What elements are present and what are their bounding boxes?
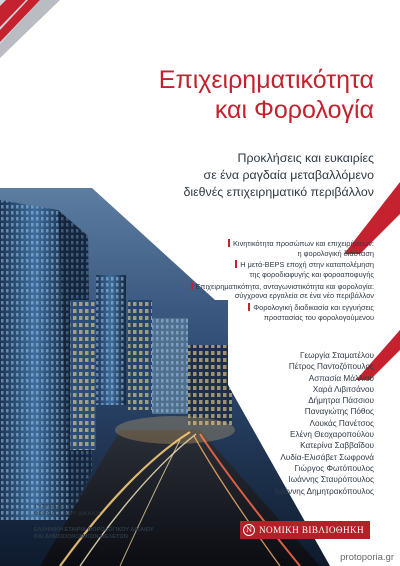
topics-list <box>164 239 374 325</box>
author-name: Κατερίνα Σαββαΐδου <box>300 441 374 451</box>
site-watermark: protoporia.gr <box>340 552 394 563</box>
topic-bullet-icon <box>248 303 250 311</box>
author-name: Πέτρος Παντοζόπουλος <box>288 362 374 372</box>
author-name: Δήμητρα Πάσσιου <box>308 396 374 406</box>
subtitle-line-1: Προκλήσεις και ευκαιρίες <box>237 151 374 165</box>
topic-item <box>164 239 374 258</box>
author-name: Χαρά Λιβιτσάνου <box>312 384 374 394</box>
author-name: Ασπασία Μάλλιου <box>308 373 374 383</box>
authors-list <box>234 350 374 497</box>
author-name: Ιωάννης Δημητρακόπουλος <box>274 486 374 496</box>
conference-line-1: 1° ΣΥΝΕΔΡΙΟ <box>34 504 72 511</box>
publisher-name: ΝΟΜΙΚΗ ΒΙΒΛΙΟΘΗΚΗ <box>259 525 365 535</box>
topic-line-1: Επιχειρηματικότητα, ανταγωνιστικότητα και φορολογία: <box>195 281 374 291</box>
conference-label <box>34 504 164 518</box>
topic-item <box>164 282 374 301</box>
subtitle-line-3: διεθνές επιχειρηματικό περιβάλλον <box>183 185 374 199</box>
topic-line-2: σύγχρονα εργαλεία σε ένα νέο περιβάλλον <box>234 291 374 301</box>
society-label <box>34 527 164 541</box>
book-title-line-1: Επιχειρηματικότητα <box>158 66 374 94</box>
topic-line-2: η φορολογική διάσταση <box>297 248 374 258</box>
author-name: Ελένη Θεοχαροπούλου <box>290 430 374 440</box>
author-name: Ιωάννης Σταυρόπουλος <box>288 475 374 485</box>
topic-bullet-icon <box>191 282 193 290</box>
topic-line-1: Η μετά-BEPS εποχή στην καταπολέμηση <box>240 260 374 270</box>
topic-item <box>164 260 374 279</box>
topic-line-2: της φοροδιαφυγής και φοροαποφυγής <box>249 269 374 279</box>
book-title-line-2: και Φορολογία <box>214 96 374 124</box>
subtitle-line-2: σε ένα ραγδαία μεταβαλλόμενο <box>203 168 374 182</box>
author-name: Παναγιώτης Πόθος <box>304 407 374 417</box>
author-name: Γεωργία Σταματέλου <box>300 351 374 360</box>
author-name: Λουκάς Πανέτσος <box>309 418 374 428</box>
topic-line-1: Κινητικότητα προσώπων και επιχειρήσεων: <box>233 239 374 248</box>
topic-bullet-icon <box>228 239 230 247</box>
topic-line-1: Φορολογική διαδικασία και εγγυήσεις <box>253 303 374 313</box>
topic-item <box>164 303 374 322</box>
publisher-emblem-icon: Ν <box>243 524 255 536</box>
society-line-2: ΚΑΙ ΔΗΜΟΣΙΟΝΟΜΙΚΩΝ ΜΕΛΕΤΩΝ <box>34 533 128 540</box>
topic-line-2: προστασίας του φορολογούμενου <box>263 312 374 322</box>
publisher-logo <box>240 521 370 539</box>
author-name: Λυδία-Ελισάβετ Σωφρονά <box>280 452 374 462</box>
author-name: Γιώργος Φωτόπουλος <box>294 463 374 473</box>
topic-bullet-icon <box>235 260 237 268</box>
conference-line-2: ΦΟΡΟΛΟΓΙΚΟΥ ΔΙΚΑΙΟΥ <box>34 511 102 518</box>
society-line-1: ΕΛΛΗΝΙΚΗ ΕΤΑΙΡΙΑ ΦΟΡΟΛΟΓΙΚΟΥ ΔΙΚΑΙΟΥ <box>34 526 154 533</box>
